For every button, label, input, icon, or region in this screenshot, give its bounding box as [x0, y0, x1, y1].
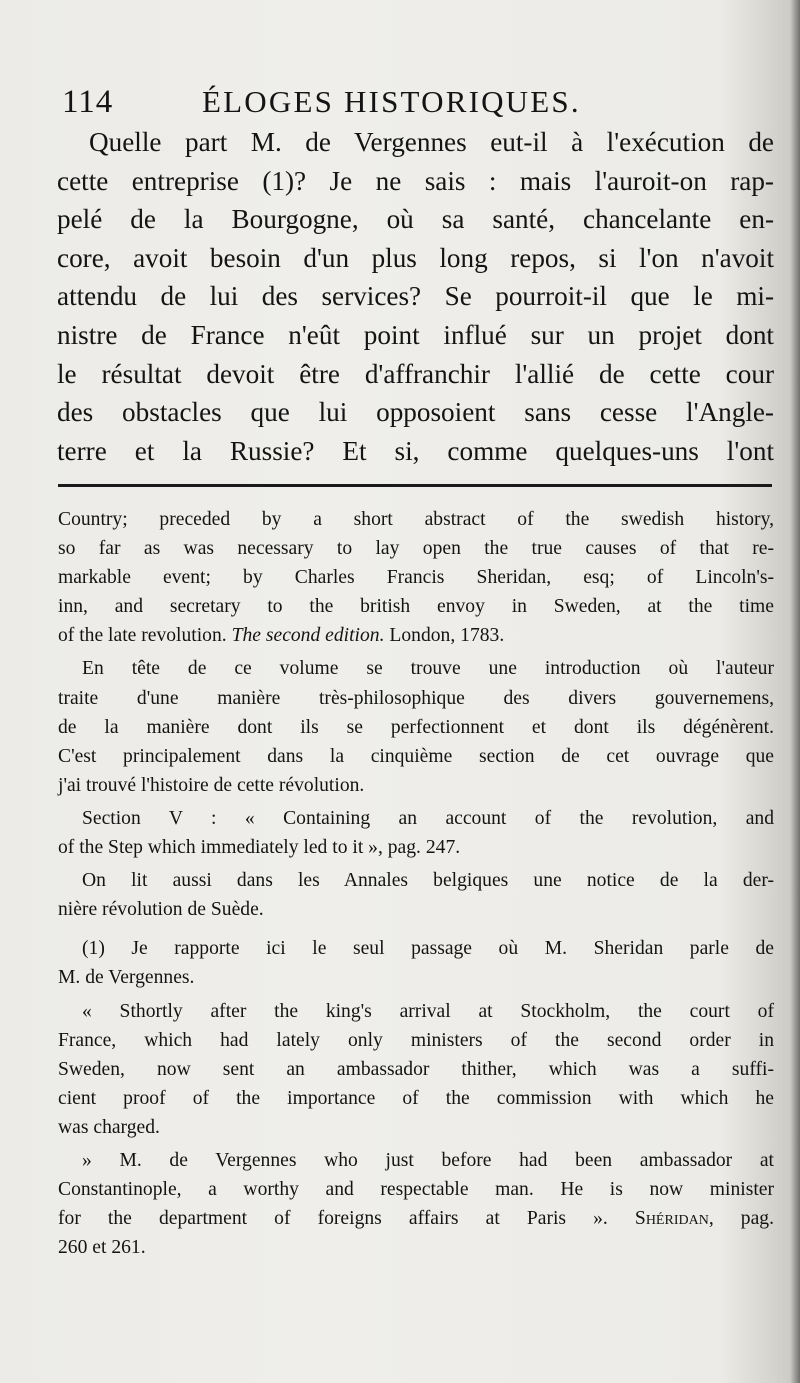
footnote-line: On lit aussi dans les Annales belgiques une notice de la der-	[82, 870, 774, 892]
footnote-paragraph	[58, 505, 774, 650]
footnote-paragraph	[58, 866, 774, 924]
running-title: ÉLOGES HISTORIQUES.	[202, 84, 581, 119]
footnote-text: for the department of foreigns affairs at Paris ».	[58, 1208, 635, 1230]
edition-italic: The second edition.	[231, 625, 385, 647]
footnote-paragraph	[58, 997, 774, 1142]
footnote-line: France, which had lately only ministers of the second order in	[58, 1029, 774, 1051]
footnote-line	[58, 1204, 774, 1233]
footnote-line: was charged.	[58, 1116, 160, 1138]
footnote-line: so far as was necessary to lay open the true causes of that re-	[58, 538, 774, 560]
main-text-line: pelé de la Bourgogne, où sa santé, chancelante en-	[57, 204, 774, 235]
main-text-line: des obstacles que lui opposoient sans cesse l'Angle-	[57, 397, 774, 428]
main-text-line: nistre de France n'eût point influé sur un projet dont	[57, 319, 774, 350]
footnote-text: of the late revolution.	[58, 625, 232, 647]
footnote-line: traite d'une manière très-philosophique des divers gouvernemens,	[58, 687, 774, 709]
footnote-line: Constantinople, a worthy and respectable man. He is now minister	[58, 1179, 774, 1201]
footnote-line: 260 et 261.	[58, 1237, 146, 1259]
main-text-line: core, avoit besoin d'un plus long repos, si l'on n'avoit	[57, 242, 774, 273]
main-text-line: Quelle part M. de Vergennes eut-il à l'exécution de	[89, 127, 774, 157]
footnote-line: « Sthortly after the king's arrival at Stockholm, the court of	[82, 1000, 774, 1022]
footnote-line: j'ai trouvé l'histoire de cette révolution.	[58, 774, 365, 796]
footnote-line: inn, and secretary to the british envoy in Sweden, at the time	[58, 596, 774, 618]
footnote-line: Section V : « Containing an account of the revolution, and	[82, 807, 774, 829]
footnote-line: cient proof of the importance of the commission with which he	[58, 1087, 774, 1109]
footnote-line: Sweden, now sent an ambassador thither, which was a suffi-	[58, 1058, 774, 1080]
footnote-line: Country; preceded by a short abstract of the swedish history,	[58, 509, 774, 530]
footnote-divider	[58, 484, 772, 487]
main-text-line: cette entreprise (1)? Je ne sais : mais l'auroit-on rap-	[57, 165, 774, 196]
footnote-line: M. de Vergennes.	[58, 967, 195, 989]
main-text-line: le résultat devoit être d'affranchir l'allié de cette cour	[57, 358, 774, 389]
footnote-line: of the Step which immediately led to it », pag. 247.	[58, 837, 461, 859]
footnote-line: markable event; by Charles Francis Sheridan, esq; of Lincoln's-	[58, 567, 774, 589]
page-header	[62, 80, 774, 126]
footnote-text: London, 1783.	[384, 625, 505, 647]
footnote-line	[58, 621, 774, 650]
footnote-paragraph	[58, 804, 774, 862]
footnotes	[58, 505, 774, 1266]
main-text	[57, 123, 774, 470]
main-text-line: attendu de lui des services? Se pourroit-il que le mi-	[57, 281, 774, 312]
footnote-line: nière révolution de Suède.	[58, 899, 264, 921]
footnote-line: » M. de Vergennes who just before had been ambassador at	[82, 1149, 774, 1171]
footnote-paragraph	[58, 654, 774, 799]
footnote-line: C'est principalement dans la cinquième section de cet ouvrage que	[58, 745, 774, 767]
page-number: 114	[62, 84, 114, 120]
author-smallcaps: Shéridan	[634, 1208, 709, 1230]
footnote-paragraph	[58, 1146, 774, 1262]
footnote-paragraph	[58, 934, 774, 992]
footnote-line: (1) Je rapporte ici le seul passage où M. Sheridan parle de	[82, 938, 774, 960]
footnote-text: , pag.	[708, 1208, 774, 1230]
footnote-line: de la manière dont ils se perfectionnent et dont ils dégénèrent.	[58, 716, 774, 738]
main-text-line: terre et la Russie? Et si, comme quelques-uns l'ont	[57, 435, 774, 466]
footnote-line: En tête de ce volume se trouve une introduction où l'auteur	[82, 658, 774, 680]
